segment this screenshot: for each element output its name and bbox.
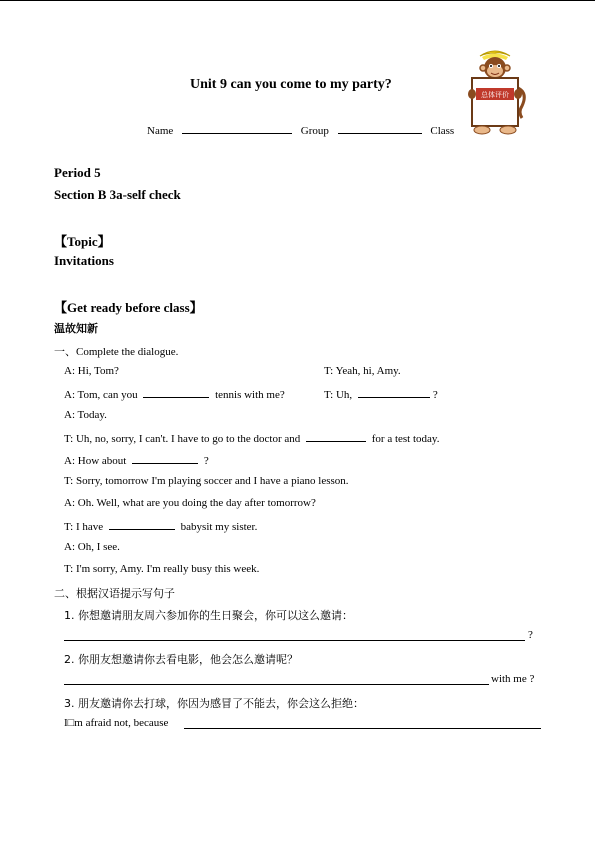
topic-text: Invitations [54,253,114,268]
blank-field[interactable] [132,453,198,464]
dialogue-line: A: Today. [64,409,107,421]
dialogue-line: T: Uh, no, sorry, I can't. I have to go to the doctor and for a test today. [64,433,440,445]
dialogue-line: T: I have babysit my sister. [64,521,258,533]
question-3: 3. 朋友邀请你去打球，你因为感冒了不能去，你会这么拒绝： [64,697,364,710]
answer-line[interactable] [64,640,525,641]
part2-instruction: 二、根据汉语提示写句子 [54,587,175,600]
student-info-row [147,123,454,137]
top-rule [0,0,595,1]
blank-field[interactable] [143,387,209,398]
worksheet-title: Unit 9 can you come to my party? [190,77,392,92]
dialogue-line: A: Oh. Well, what are you doing the day after tomorrow? [64,497,316,509]
topic-heading: 【Topic】 [54,234,111,249]
group-field[interactable] [338,123,422,134]
answer-line[interactable] [184,728,541,729]
dialogue-line: T: Uh, ? [324,389,438,401]
dialogue-line: A: How about ? [64,455,209,467]
answer-line-end: with me ? [491,673,535,685]
dialogue-line: T: Yeah, hi, Amy. [324,365,401,377]
answer-line[interactable] [64,684,489,685]
monkey-badge-image [462,48,528,136]
answer-line-end: ? [528,629,533,641]
section-label: Section B 3a-self check [54,187,181,202]
period-label: Period 5 [54,165,101,180]
dialogue-line: A: Hi, Tom? [64,365,119,377]
blank-field[interactable] [109,519,175,530]
name-label: Name [147,125,174,137]
dialogue-line: T: I'm sorry, Amy. I'm really busy this week. [64,563,260,575]
question-1: 1. 你想邀请朋友周六参加你的生日聚会，你可以这么邀请： [64,609,353,622]
get-ready-heading: 【Get ready before class】 [54,300,203,315]
part1-instruction: 一、Complete the dialogue. [54,346,179,358]
dialogue-line: T: Sorry, tomorrow I'm playing soccer and I have a piano lesson. [64,475,349,487]
group-label: Group [300,125,329,137]
class-label: Class [430,125,455,137]
review-label: 温故知新 [54,322,98,335]
answer-line-start: I□m afraid not, because [64,717,169,729]
badge-text: 总体评价 [481,91,509,99]
dialogue-line: A: Tom, can you tennis with me? [64,389,285,401]
blank-field[interactable] [358,387,430,398]
blank-field[interactable] [306,431,366,442]
name-field[interactable] [182,123,292,134]
dialogue-line: A: Oh, I see. [64,541,120,553]
question-2: 2. 你朋友想邀请你去看电影，他会怎么邀请呢？ [64,653,298,666]
